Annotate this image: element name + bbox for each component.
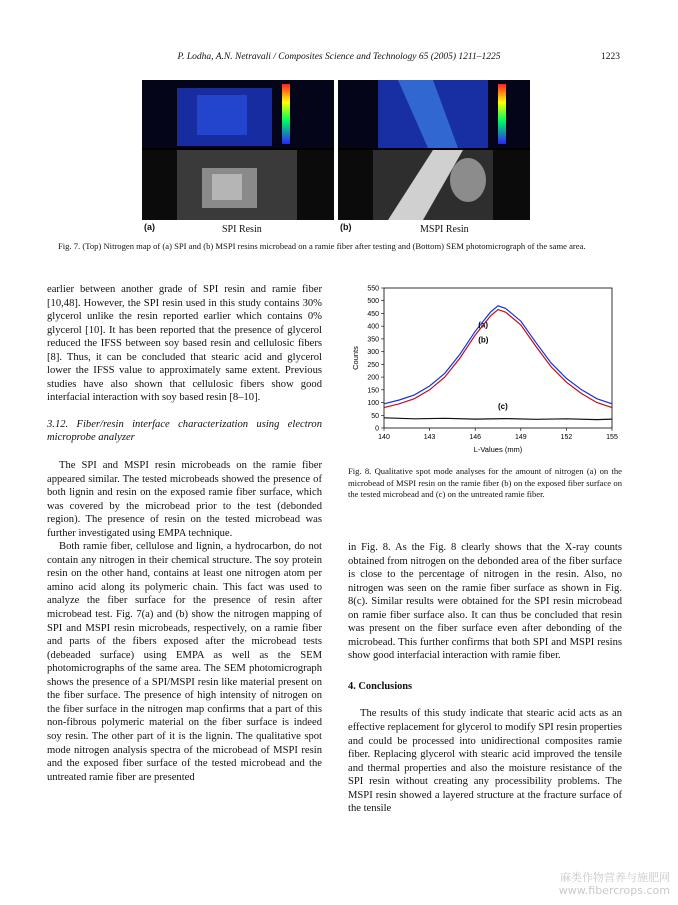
watermark-title: 麻类作物营养与施肥网 (560, 871, 670, 884)
nitrogen-map-b (338, 80, 530, 148)
x-tick-label: 152 (560, 434, 573, 441)
x-tick-label: 140 (378, 434, 390, 441)
x-tick-label: 155 (606, 434, 618, 441)
y-tick-label: 0 (375, 425, 379, 433)
x-tick-label: 149 (514, 434, 527, 441)
y-tick-label: 500 (367, 298, 379, 306)
y-tick-label: 250 (367, 361, 379, 369)
nitrogen-map-image-a (142, 80, 334, 148)
paragraph-glycerol: earlier between another grade of SPI resin and ramie fiber [10,48]. However, the SPI resin used in this study contains 30% glycerol unlike the resin reported earlier which contains 0% glycerol [10]. It has been reported that the presence of glycerol reduced the IFSS between soy based resin and cellulosic fibers [8]. Thus, it can be concluded that stearic acid and glycerol lower the IFSS value to approximately same extent. Previous studies have also shown that cellulosic fibers show good interfacial interaction with soy based resin [8–10]. (47, 284, 322, 404)
sem-image-b (338, 150, 530, 220)
x-tick-label: 146 (469, 434, 482, 441)
section-heading-3-12: 3.12. Fiber/resin interface characterization using electron microprobe analyzer (47, 418, 322, 444)
paragraph-conclusions: The results of this study indicate that stearic acid acts as an effective replacement for glycerol to modify SPI resin properties and could be processed into unidirectional composites ramie fiber. Replacing glycerol with stearic acid improved the tensile and thermal properties and also the moisture resistance of the SPI resin without creating any processibility problems. The MSPI resin showed a layered structure at the fracture surface of the tensile (348, 708, 622, 815)
sem-micrograph-a (142, 150, 334, 220)
page-number: 1223 (601, 52, 620, 62)
y-tick-label: 150 (367, 387, 379, 395)
running-header (0, 52, 678, 66)
series-line-c (384, 418, 612, 420)
y-axis-label: Counts (351, 346, 360, 370)
y-tick-label: 550 (367, 285, 379, 293)
watermark (559, 871, 670, 897)
paragraph-xray-counts: in Fig. 8. As the Fig. 8 clearly shows that the X-ray counts obtained from nitrogen on the debonded area of the fiber surface is close to the percentage of nitrogen in the resin. Also, no nitrogen was seen on the ramie fiber surface as shown in Fig. 8(c). Similar results were obtained for the SPI resin microbead on ramie fiber surface also. It can thus be concluded that resin was present on the fiber surface even after debonding of the microbead. This further confirms that both SPI and MSPI resins show good interfacial interaction with ramie fiber. (348, 542, 622, 662)
panel-b-title: MSPI Resin (420, 224, 469, 235)
nitrogen-map-image-b (338, 80, 530, 148)
paragraph-microbeads: The SPI and MSPI resin microbeads on the ramie fiber appeared similar. The tested microbeads showed the presence of both lignin and resin on the exposed ramie fiber surface, which was covered by the microbead prior to the test (debonded region). The presence of resin on the tested microbead was further investigated using EMPA technique. (47, 460, 322, 539)
x-tick-label: 143 (423, 434, 436, 441)
y-tick-label: 50 (371, 412, 379, 420)
figure-7 (142, 80, 535, 235)
series-label-c: (c) (498, 401, 508, 411)
sem-image-a (142, 150, 334, 220)
nitrogen-map-a (142, 80, 334, 148)
figure-8-caption: Fig. 8. Qualitative spot mode analyses for the amount of nitrogen (a) on the microbead of MSPI resin on the ramie fiber (b) on the exposed fiber surface on the tested microbead and (c) on the untreated ramie fiber. (348, 466, 622, 500)
figure-8-chart (348, 282, 622, 460)
paragraph-nitrogen-mapping: Both ramie fiber, cellulose and lignin, a hydrocarbon, do not contain any nitrogen in their chemical structure. The soy protein resin on the other hand, contains at least one nitrogen atom per amino acid along its polymeric chain. This fact was used to analyze the fiber surface for the presence of resin after microbead test. Fig. 7(a) and (b) show the nitrogen mapping of SPI and MSPI resin microbeads, respectively, on a ramie fiber and parts of the fibers exposed after the microbead tests (debeaded surface) using EMPA as well as the SEM photomicrographs of the same area. The SEM photomicrograph shows the presence of a SPI/MSPI resin like material present on the fiber surface. The presence of high intensity of nitrogen on the fiber surface in the nitrogen map confirms that a part of this non-fibrous polymeric material on the fiber surface is indeed soy resin. The other part of it is the lignin. The qualitative spot mode nitrogen analysis spectra of the microbead of MSPI resin and the exposed fiber surface of the tested microbead and the untreated ramie fiber are presented (47, 541, 322, 783)
panel-b-label: (b) (340, 222, 352, 232)
left-column (47, 283, 322, 784)
section-heading-conclusions: 4. Conclusions (348, 680, 413, 692)
series-label-b: (b) (478, 335, 489, 345)
x-axis-label: L-Values (mm) (473, 445, 523, 454)
y-tick-label: 400 (367, 323, 379, 331)
y-tick-label: 200 (367, 374, 379, 382)
y-tick-label: 100 (367, 400, 379, 408)
journal-citation: P. Lodha, A.N. Netravali / Composites Science and Technology 65 (2005) 1211–1225 (177, 52, 501, 62)
panel-a-title: SPI Resin (222, 224, 262, 235)
series-line-a (384, 306, 612, 404)
panel-a-label: (a) (144, 222, 155, 232)
series-label-a: (a) (478, 320, 489, 330)
sem-micrograph-b (338, 150, 530, 220)
y-tick-label: 300 (367, 349, 379, 357)
watermark-url: www.fibercrops.com (558, 884, 670, 897)
right-column (348, 541, 622, 816)
y-tick-label: 450 (367, 310, 379, 318)
figure-7-caption: Fig. 7. (Top) Nitrogen map of (a) SPI and (b) MSPI resins microbead on a ramie fiber after testing and (Bottom) SEM photomicrograph of the same area. (58, 241, 586, 251)
y-tick-label: 350 (367, 336, 379, 344)
